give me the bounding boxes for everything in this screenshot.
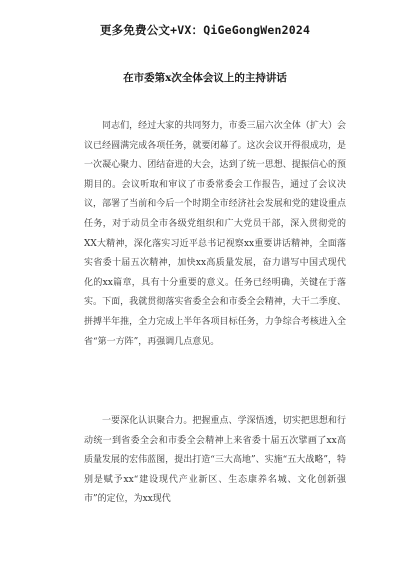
document-title: 在市委第x次全体会议上的主持讲话 <box>123 72 287 84</box>
body-paragraph-2: 一要深化认识聚合力。把握重点、学深悟透，切实把思想和行动统一到省委全会和市委全会精神上来省委十届五次擘画了xx高质量发展的宏伟蓝图，提出打造“三大高地”、实施“五大战略”，特别是赋予xx“建设现代产业新区、生态康养名城、文化创新强市”的定位，为xx现代 <box>84 416 346 505</box>
body-paragraph-1: 同志们，经过大家的共同努力，市委三届六次全体（扩大）会议已经圆满完成各项任务，就要闭幕了。这次会议开得很成功，是一次凝心聚力、团结奋进的大会，达到了统一思想、提振信心的预期目的。会议听取和审议了市委常委会工作报告，通过了会议决议，部署了当前和今后一个时期全市经济社会发展和党的建设重点任务，对于动员全市各级党组织和广大党员干部，深入贯彻党的XX大精神，深化落实习近平总书记视察xx重要讲话精神，全面落实省委十届五次精神，加快xx高质量发展，奋力谱写中国式现代化的xx篇章，具有十分重要的意义。任务已经明确，关键在于落实。下面，我就贯彻落实省委全会和市委全会精神，大干二季度、拼搏半年推，全力完成上半年各项目标任务，力争综合考核进入全省“第一方阵”，再强调几点意见。 <box>84 121 346 347</box>
header-watermark-line: 更多免费公文+VX：QiGeGongWen2024 <box>99 23 311 37</box>
